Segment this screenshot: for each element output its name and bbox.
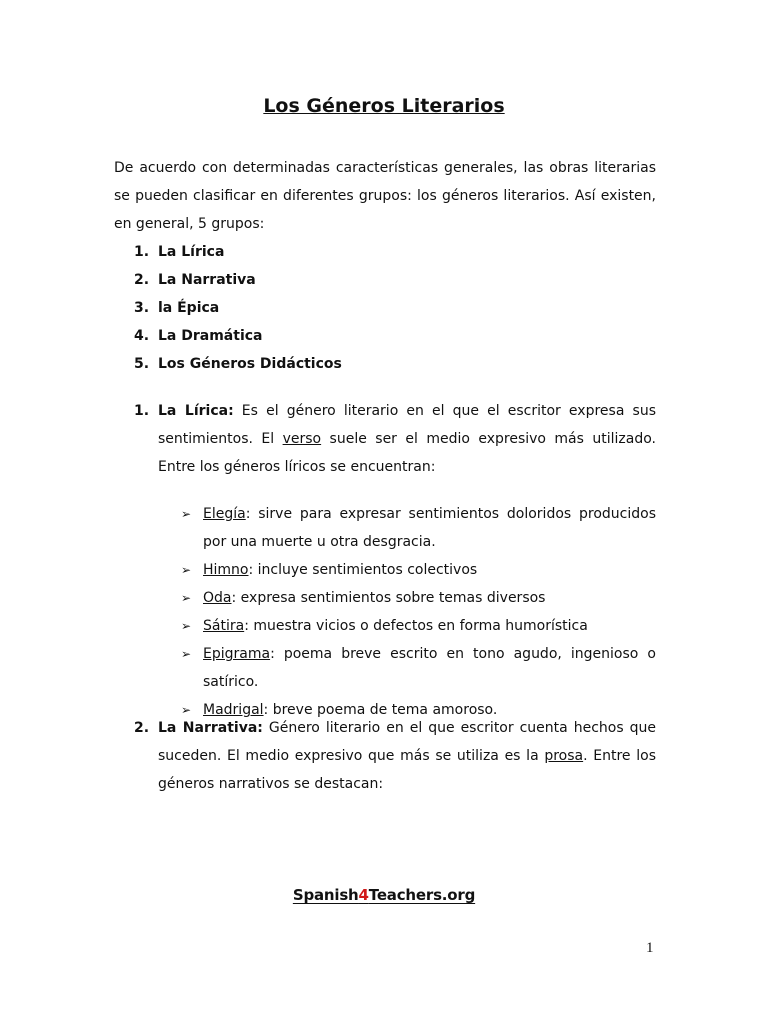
underlined-term: verso <box>282 431 322 447</box>
term-description: : sirve para expresar sentimientos doloridos producidos por una muerte u otra desgracia. <box>203 506 656 550</box>
list-item <box>0 584 768 612</box>
section-text: Género literario en el que escritor cuenta hechos que suceden. El medio expresivo que más se utiliza es la <box>158 720 657 764</box>
intro-paragraph: De acuerdo con determinadas características generales, las obras literarias se pueden clasificar en diferentes grupos: los géneros literarios. Así existen, en general, 5 grupos: <box>114 160 656 232</box>
list-item <box>0 640 768 696</box>
list-label: Los Géneros Didácticos <box>158 356 342 372</box>
underlined-term: prosa <box>544 748 584 764</box>
logo-text: Teachers.org <box>368 886 476 904</box>
term-description: : expresa sentimientos sobre temas diversos <box>231 590 546 606</box>
term: Sátira <box>203 618 245 634</box>
section-number: 1. <box>134 403 150 419</box>
page-title: Los Géneros Literarios <box>263 95 505 117</box>
arrowhead-bullet-icon: ➢ <box>181 619 192 633</box>
list-item <box>0 612 768 640</box>
arrowhead-bullet-icon: ➢ <box>181 563 192 577</box>
list-label: la Épica <box>158 300 220 316</box>
section-paragraph <box>158 397 656 481</box>
section-text: suele ser el medio expresivo más utilizado. Entre los géneros líricos se encuentran: <box>158 431 656 475</box>
section-heading: La Narrativa: <box>158 720 263 736</box>
list-item <box>0 322 768 350</box>
list-number: 1. <box>134 244 150 260</box>
logo-accent: 4 <box>358 886 369 904</box>
lirica-types-list <box>0 500 768 724</box>
term-description: : breve poema de tema amoroso. <box>263 702 498 718</box>
arrowhead-bullet-icon: ➢ <box>181 591 192 605</box>
term-description: : poema breve escrito en tono agudo, ingenioso o satírico. <box>203 646 656 690</box>
term-description: : incluye sentimientos colectivos <box>248 562 478 578</box>
term: Himno <box>203 562 249 578</box>
term: Madrigal <box>203 702 264 718</box>
section-text: . Entre los géneros narrativos se destacan: <box>158 748 656 792</box>
list-number: 4. <box>134 328 150 344</box>
arrowhead-bullet-icon: ➢ <box>181 703 192 717</box>
list-item <box>0 556 768 584</box>
term: Epigrama <box>203 646 271 662</box>
list-item <box>0 238 768 266</box>
list-number: 3. <box>134 300 150 316</box>
arrowhead-bullet-icon: ➢ <box>181 647 192 661</box>
logo-text: Spanish <box>292 886 359 904</box>
section-heading: La Lírica: <box>158 403 234 419</box>
list-label: La Lírica <box>158 244 225 260</box>
section-text: Es el género literario en el que el escritor expresa sus sentimientos. El <box>158 403 656 447</box>
section-number: 2. <box>134 720 150 736</box>
genre-list <box>0 238 768 378</box>
list-item <box>0 350 768 378</box>
list-item <box>0 294 768 322</box>
list-item <box>0 500 768 556</box>
arrowhead-bullet-icon: ➢ <box>181 507 192 521</box>
list-label: La Narrativa <box>158 272 256 288</box>
list-label: La Dramática <box>158 328 263 344</box>
term: Elegía <box>203 506 246 522</box>
list-item <box>0 266 768 294</box>
list-number: 5. <box>134 356 150 372</box>
section-paragraph <box>158 714 656 798</box>
term-description: : muestra vicios o defectos en forma humorística <box>244 618 588 634</box>
site-logo[interactable] <box>0 886 768 904</box>
page-number: 1 <box>646 940 654 956</box>
list-number: 2. <box>134 272 150 288</box>
term: Oda <box>203 590 232 606</box>
